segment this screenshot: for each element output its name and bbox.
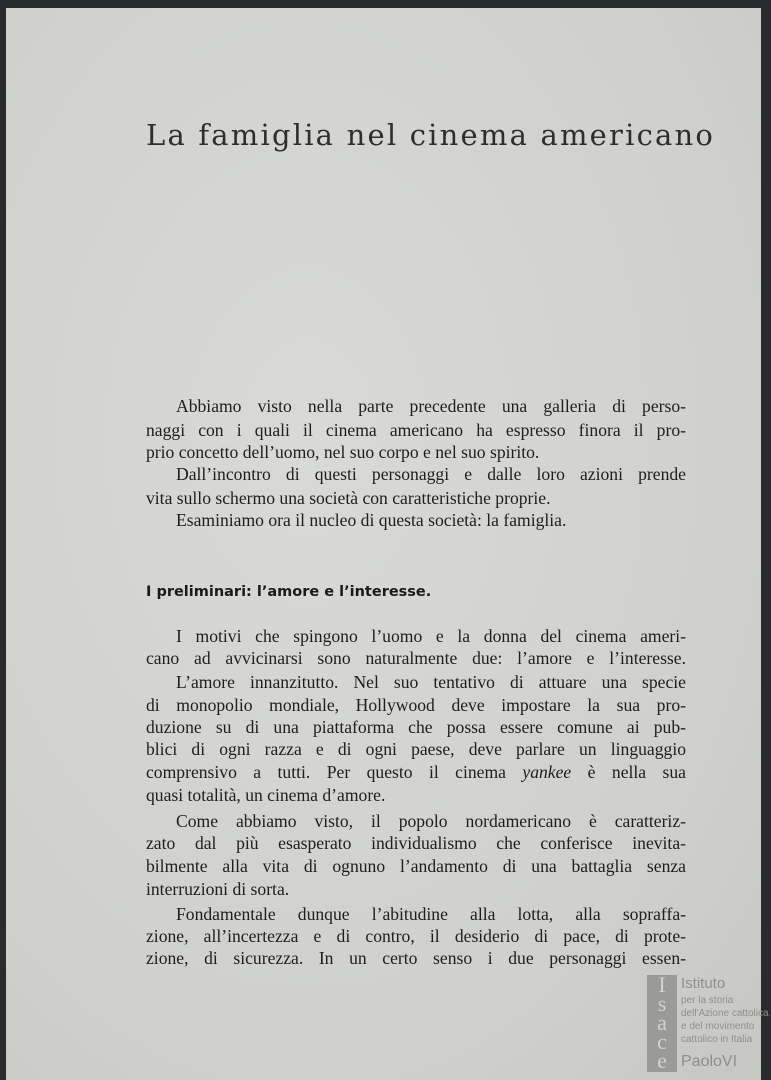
- text-line: naggi con i quali il cinema americano ha espresso finora il pro-: [146, 420, 686, 440]
- text-line: cano ad avvicinarsi sono naturalmente due: l’amore e l’interesse.: [146, 648, 686, 668]
- text-line: duzione su di una piattaforma che possa essere comune ai pub-: [146, 717, 686, 737]
- logo-line: cattolico in Italia: [681, 1034, 753, 1045]
- logo-monogram: [647, 972, 677, 1073]
- logo-letter: c: [657, 1029, 667, 1054]
- text-line: [146, 761, 686, 783]
- text-line: Abbiamo visto nella parte precedente una galleria di perso-: [176, 396, 686, 416]
- text-line: prio concetto dell’uomo, nel suo corpo e nel suo spirito.: [146, 442, 540, 462]
- text-line: I motivi che spingono l’uomo e la donna del cinema ameri-: [176, 626, 686, 646]
- text-line: Esaminiamo ora il nucleo di questa società: la famiglia.: [176, 510, 567, 530]
- logo-line: e del movimento: [681, 1021, 755, 1032]
- italic-word: yankee: [522, 762, 572, 782]
- text-line: vita sullo schermo una società con caratteristiche proprie.: [146, 488, 551, 508]
- text-line: zione, di sicurezza. In un certo senso i due personaggi essen-: [146, 948, 686, 968]
- text-line: zato dal più esasperato individualismo che conferisce inevita-: [146, 833, 686, 853]
- text-line: quasi totalità, un cinema d’amore.: [146, 785, 386, 805]
- isacem-watermark-logo: [647, 972, 769, 1075]
- document-page: [6, 8, 761, 1080]
- logo-name: Istituto: [681, 975, 726, 992]
- text-line: Fondamentale dunque l’abitudine alla lotta, alla sopraffa-: [176, 904, 686, 924]
- logo-letter: e: [657, 1048, 667, 1073]
- text-line: di monopolio mondiale, Hollywood deve impostare la sua pro-: [146, 695, 686, 715]
- section-heading: I preliminari: l’amore e l’interesse.: [146, 584, 432, 600]
- logo-letter: s: [657, 991, 667, 1016]
- text-line: bilmente alla vita di ognuno l’andamento di una battaglia senza: [146, 856, 686, 876]
- logo-letter: I: [658, 972, 666, 997]
- text-line: Dall’incontro di questi personaggi e dalle loro azioni prende: [176, 464, 686, 484]
- text-line: zione, all’incertezza e di contro, il desiderio di pace, di prote-: [146, 926, 686, 946]
- text-segment: comprensivo a tutti. Per questo il cinema: [146, 762, 523, 782]
- logo-line: per la storia: [681, 995, 734, 1006]
- text-line: interruzioni di sorta.: [146, 879, 290, 899]
- text-line: L’amore innanzitutto. Nel suo tentativo di attuare una specie: [176, 672, 686, 692]
- logo-line: dell'Azione cattolica: [681, 1008, 769, 1019]
- logo-letter: a: [657, 1010, 667, 1035]
- text-line: Come abbiamo visto, il popolo nordamericano è caratteriz-: [176, 811, 686, 831]
- chapter-title: La famiglia nel cinema americano: [146, 118, 716, 152]
- text-segment: è nella sua: [571, 762, 686, 782]
- logo-tail: PaoloVI: [681, 1053, 738, 1070]
- text-line: blici di ogni razza e di ogni paese, deve parlare un linguaggio: [146, 739, 686, 759]
